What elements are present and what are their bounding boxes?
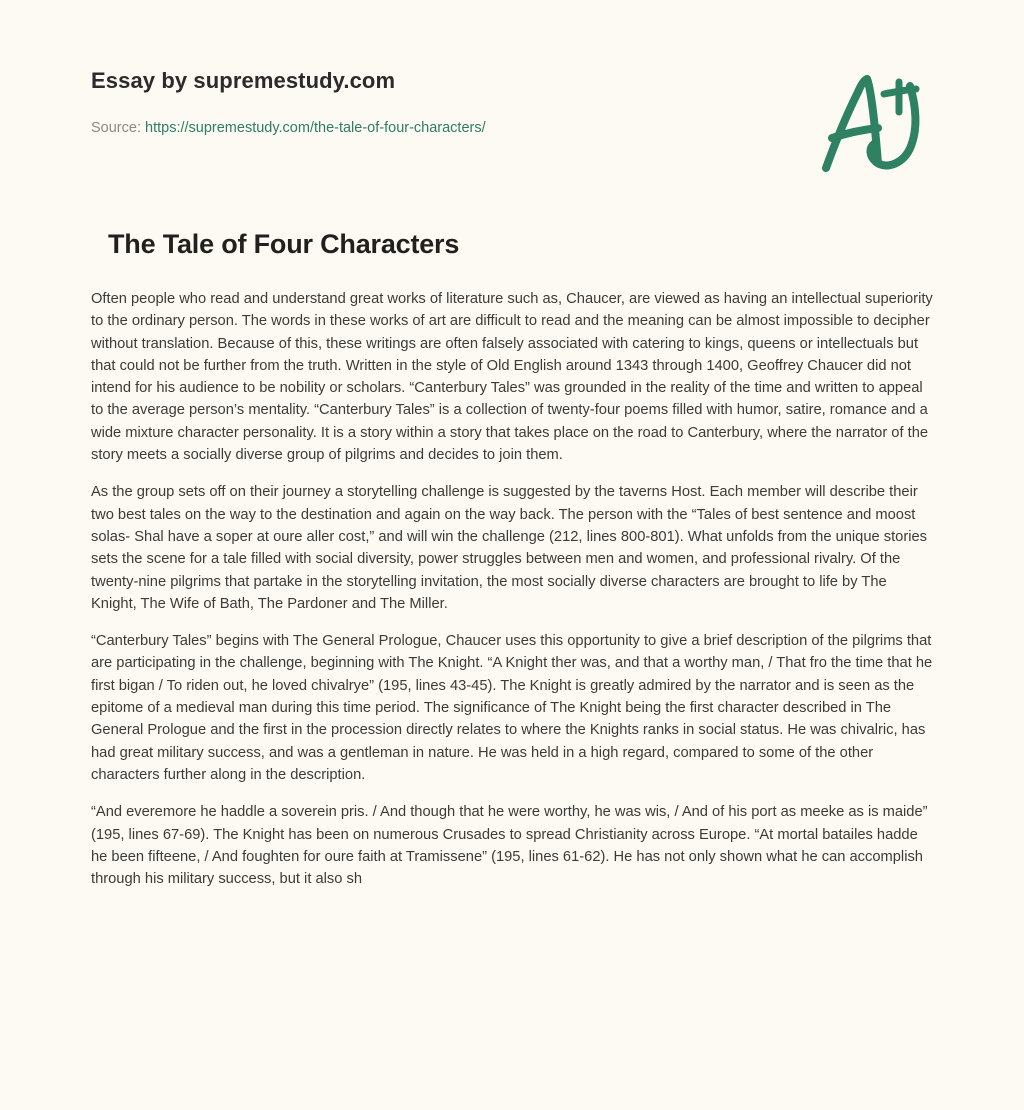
source-line	[91, 120, 486, 137]
a-plus-logo[interactable]	[806, 68, 936, 178]
page-header	[0, 0, 1024, 200]
a-plus-logo-icon	[806, 68, 936, 178]
source-label: Source:	[91, 120, 141, 136]
page-bottom-clip	[0, 1050, 1024, 1110]
source-url-link[interactable]: https://supremestudy.com/the-tale-of-four-characters/	[145, 120, 486, 136]
article	[0, 200, 1024, 890]
article-paragraph: Often people who read and understand great works of literature such as, Chaucer, are viewed as having an intellectual superiority to the ordinary person. The words in these works of art are difficult to read and the meaning can be almost impossible to decipher without translation. Because of this, these writings are often falsely associated with catering to kings, queens or intellectuals but that could not be further from the truth. Written in the style of Old English around 1343 through 1400, Geoffrey Chaucer did not intend for his audience to be nobility or scholars. “Canterbury Tales” was grounded in the reality of the time and written to appeal to the average person’s mentality. “Canterbury Tales” is a collection of twenty-four poems filled with humor, satire, romance and a wide mixture character personality. It is a story within a story that takes place on the road to Canterbury, where the narrator of the story meets a socially diverse group of pilgrims and decides to join them.	[91, 291, 933, 464]
page-title: The Tale of Four Characters	[108, 229, 460, 260]
article-body	[0, 262, 1024, 890]
essay-byline: Essay by supremestudy.com	[91, 68, 396, 93]
article-paragraph: “Canterbury Tales” begins with The General Prologue, Chaucer uses this opportunity to give a brief description of the pilgrims that are participating in the challenge, beginning with The Knight. “A Knight ther was, and that a worthy man, / That fro the time that he first bigan / To riden out, he loved chivalrye” (195, lines 43-45). The Knight is greatly admired by the narrator and is seen as the epitome of a medieval man during this time period. The significance of The Knight being the first character described in The General Prologue and the first in the procession directly relates to where the Knights ranks in social status. He was chivalric, has had great military success, and was a gentleman in nature. He was held in a high regard, compared to some of the other characters further along in the description.	[91, 633, 933, 783]
article-paragraph: “And everemore he haddle a soverein pris. / And though that he were worthy, he was wis, / And of his port as meeke as is maide” (195, lines 67-69). The Knight has been on numerous Crusades to spread Christianity across Europe. “At mortal batailes hadde he been fifteene, / And foughten for oure faith at Tramissene” (195, lines 61-62). He has not only shown what he can accomplish through his military success, but it also sh	[91, 804, 928, 888]
article-paragraph: As the group sets off on their journey a storytelling challenge is suggested by the taverns Host. Each member will describe their two best tales on the way to the destination and again on the way back. The person with the “Tales of best sentence and moost solas- Shal have a soper at oure aller cost,” and will win the challenge (212, lines 800-801). What unfolds from the unique stories sets the scene for a tale filled with social diversity, power struggles between men and women, and professional rivalry. Of the twenty-nine pilgrims that partake in the storytelling invitation, the most socially diverse characters are brought to life by The Knight, The Wife of Bath, The Pardoner and The Miller.	[91, 484, 928, 612]
